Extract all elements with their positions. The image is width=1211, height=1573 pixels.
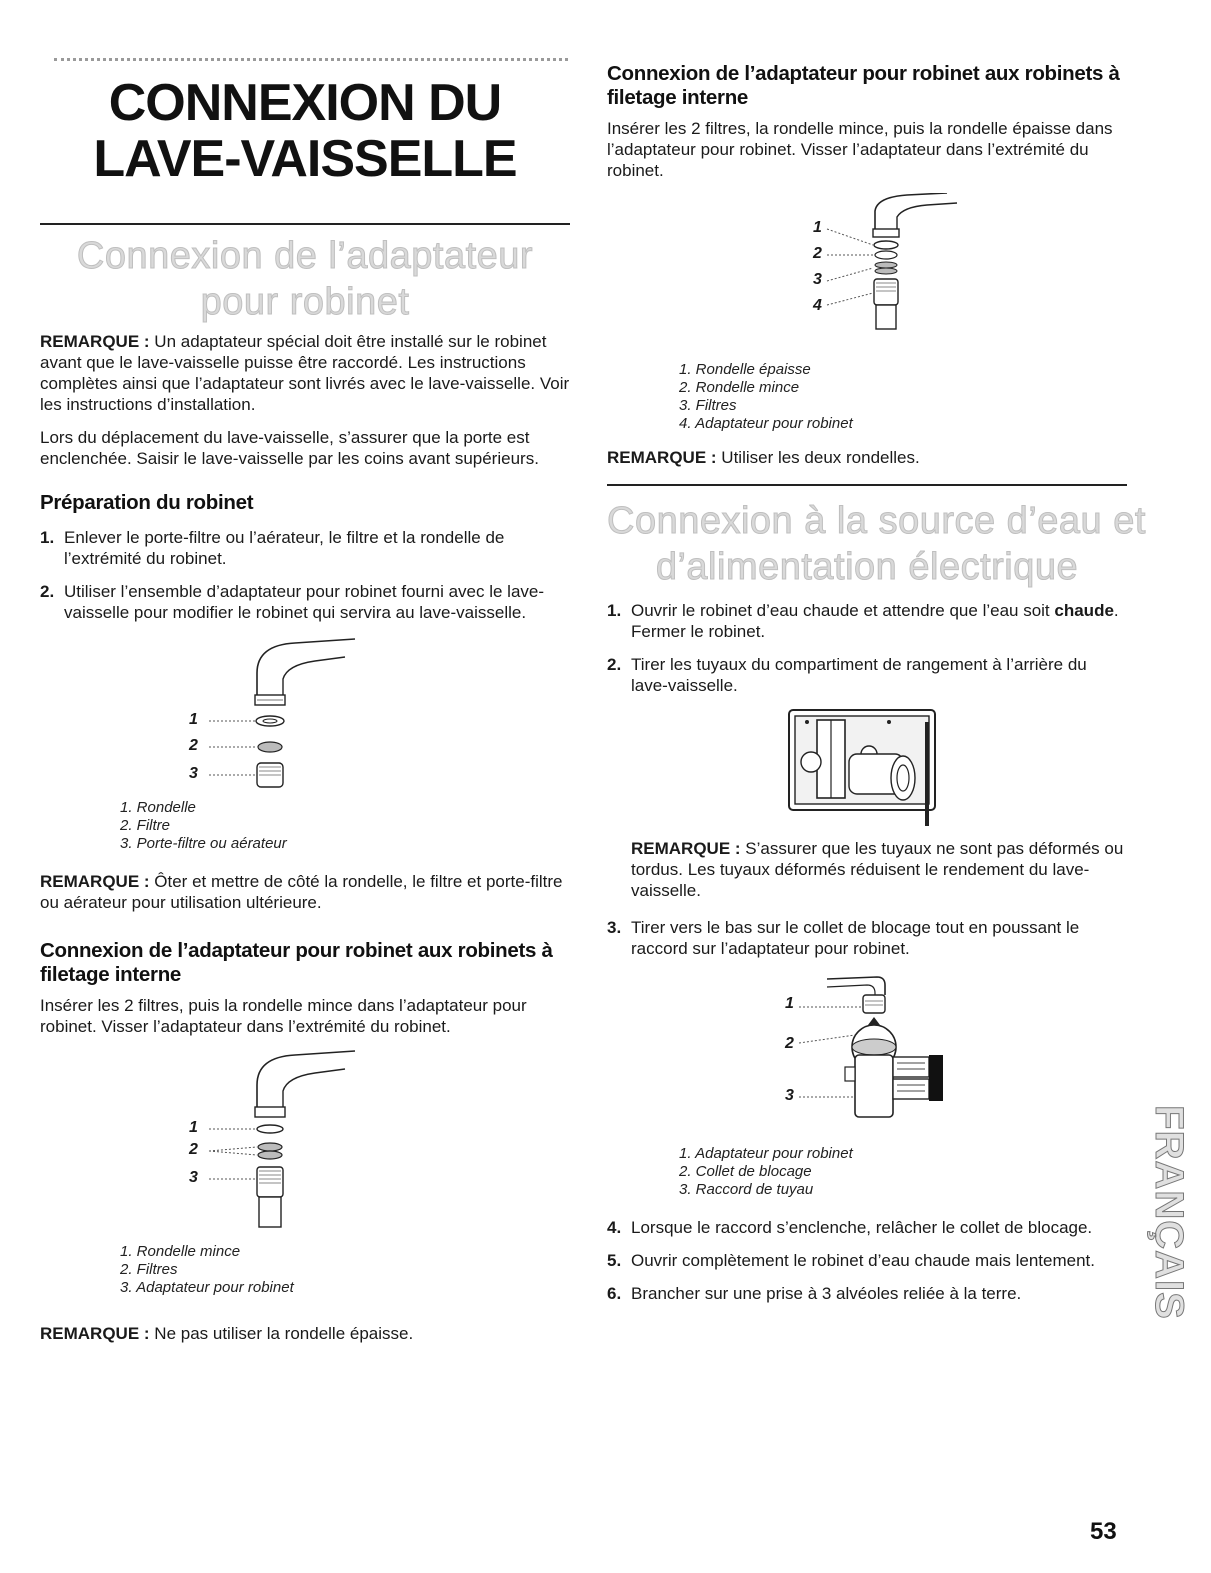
step-text: Ouvrir complètement le robinet d’eau chaude mais lentement.	[631, 1251, 1095, 1270]
internal-thread-text: Insérer les 2 filtres, puis la rondelle mince dans l’adaptateur pour robinet. Visser l’adaptateur dans l’extrémité du robinet.	[40, 996, 527, 1036]
callout-2: 2	[785, 1035, 794, 1052]
remark-paragraph	[40, 331, 570, 415]
legend-item: 2. Rondelle mince	[679, 379, 800, 396]
step-text: . Fermer le robinet.	[631, 601, 1119, 641]
callout-1: 1	[189, 711, 198, 728]
language-side-tab	[1147, 1078, 1189, 1346]
connection-steps-cont	[607, 917, 1127, 959]
section-title-faucet-adapter	[40, 233, 570, 325]
remark-text: Ne pas utiliser la rondelle épaisse.	[149, 1324, 414, 1343]
figure-5-legend	[679, 1145, 1127, 1199]
page-title-line1: CONNEXION DU	[108, 74, 502, 132]
faucet-figure-2	[189, 1049, 415, 1239]
callout-4: 4	[813, 297, 822, 314]
list-item	[607, 654, 1127, 696]
step-text: Utiliser l’ensemble d’adaptateur pour robinet fourni avec le lave-vaisselle pour modifier le robinet qui servira au lave-vaisselle.	[64, 582, 545, 622]
list-item	[40, 527, 570, 569]
remark-paragraph	[607, 838, 1127, 901]
legend-item: 3. Porte-filtre ou aérateur	[120, 835, 287, 852]
callout-2: 2	[189, 1141, 198, 1158]
step-text: Brancher sur une prise à 3 alvéoles reliée à la terre.	[631, 1284, 1022, 1303]
callout-2: 2	[189, 737, 198, 754]
language-tab-label: FRANÇAIS	[1146, 1104, 1191, 1320]
step-number: 6.	[607, 1284, 622, 1303]
step-text: Enlever le porte-filtre ou l’aérateur, le filtre et la rondelle de l’extrémité du robinet.	[64, 528, 505, 568]
remark-paragraph	[607, 447, 1127, 468]
legend-item: 4. Adaptateur pour robinet	[679, 415, 853, 432]
faucet-illustration-3	[747, 193, 987, 353]
legend-item: 3. Adaptateur pour robinet	[120, 1279, 294, 1296]
step-text: Tirer les tuyaux du compartiment de rangement à l’arrière du lave-vaisselle.	[631, 655, 1087, 695]
list-item	[607, 1283, 1127, 1304]
remark-label: REMARQUE :	[607, 448, 717, 467]
legend-item: 3. Raccord de tuyau	[679, 1181, 814, 1198]
top-dotted-rule	[54, 58, 568, 61]
callout-3: 3	[785, 1087, 794, 1104]
internal-thread-heading: Connexion de l’adaptateur pour robinet aux robinets à filetage interne	[40, 939, 553, 986]
left-column	[40, 58, 570, 1356]
connection-steps-final	[607, 1217, 1127, 1304]
callout-1: 1	[813, 219, 822, 236]
section-title-water-power	[607, 498, 1146, 590]
legend-item: 1. Adaptateur pour robinet	[679, 1145, 853, 1162]
remark-paragraph	[40, 871, 570, 913]
internal-thread-heading-right: Connexion de l’adaptateur pour robinet aux robinets à filetage interne	[607, 62, 1120, 109]
faucet-figure-1	[189, 635, 415, 795]
figure-3-legend	[679, 361, 1127, 433]
callout-3: 3	[189, 1169, 198, 1186]
callout-3: 3	[813, 271, 822, 288]
section-title-line2: pour robinet	[200, 281, 410, 323]
connection-steps	[607, 600, 1127, 696]
legend-item: 1. Rondelle mince	[120, 1243, 241, 1260]
step-number: 1.	[607, 601, 622, 620]
remark-paragraph	[40, 1323, 570, 1344]
step-text: Tirer vers le bas sur le collet de blocage tout en poussant le raccord sur l’adaptateur pour robinet.	[631, 918, 1080, 958]
list-item	[607, 917, 1127, 959]
remark-label: REMARQUE :	[40, 332, 150, 351]
callout-1: 1	[189, 1119, 198, 1136]
step-text-bold: chaude	[1054, 601, 1114, 620]
section-rule	[607, 484, 1127, 486]
figure-1-legend	[120, 799, 570, 853]
page-number: 53	[1090, 1518, 1117, 1545]
remark-label: REMARQUE :	[40, 872, 150, 891]
remark-text: Ôter et mettre de côté la rondelle, le filtre et porte-filtre ou aérateur pour utilisation ultérieure.	[40, 872, 563, 912]
step-number: 1.	[40, 528, 55, 547]
legend-item: 2. Filtres	[120, 1261, 178, 1278]
list-item	[607, 600, 1127, 642]
step-text: Ouvrir le robinet d’eau chaude et attendre que l’eau soit	[631, 601, 1055, 620]
step-text: Lorsque le raccord s’enclenche, relâcher le collet de blocage.	[631, 1218, 1093, 1237]
remark-label: REMARQUE :	[40, 1324, 150, 1343]
step-number: 2.	[607, 655, 622, 674]
faucet-figure-3	[747, 193, 987, 353]
faucet-illustration-2	[195, 1049, 415, 1239]
step-number: 4.	[607, 1218, 622, 1237]
remark-text: Un adaptateur spécial doit être installé sur le robinet avant que le lave-vaisselle puisse être raccordé. Les instructions complètes ainsi que l’adaptateur sont livrés avec le lave-vaisselle. Voir les instructions d’installation.	[40, 332, 570, 414]
legend-item: 3. Filtres	[679, 397, 737, 414]
remark-text: Utiliser les deux rondelles.	[716, 448, 920, 467]
step-number: 5.	[607, 1251, 622, 1270]
faucet-illustration-1	[195, 635, 415, 795]
section-title-line1: Connexion de l’adaptateur	[76, 235, 534, 277]
page-title	[40, 75, 570, 187]
figure-2-legend	[120, 1243, 570, 1297]
step-number: 3.	[607, 918, 622, 937]
remark-text: S’assurer que les tuyaux ne sont pas déformés ou tordus. Les tuyaux déformés réduisent le rendement du lave-vaisselle.	[631, 839, 1124, 900]
section-title-line1: Connexion à la source d’eau et	[607, 500, 1146, 542]
legend-item: 1. Rondelle	[120, 799, 196, 816]
right-column	[607, 62, 1146, 1316]
remark-label: REMARQUE :	[631, 839, 741, 858]
legend-item: 2. Filtre	[120, 817, 171, 834]
prep-steps	[40, 527, 570, 623]
callout-3: 3	[189, 765, 198, 782]
legend-item: 1. Rondelle épaisse	[679, 361, 811, 378]
storage-compartment-figure	[787, 708, 937, 826]
page-title-line2: LAVE-VAISSELLE	[93, 130, 517, 188]
list-item	[40, 581, 570, 623]
section-rule	[40, 223, 570, 225]
moving-paragraph: Lors du déplacement du lave-vaisselle, s’assurer que la porte est enclenchée. Saisir le lave-vaisselle par les coins avant supérieurs.	[40, 428, 539, 468]
step-number: 2.	[40, 582, 55, 601]
callout-2: 2	[813, 245, 822, 262]
list-item	[607, 1250, 1127, 1271]
hose-connection-illustration	[737, 971, 977, 1141]
internal-thread-text-right: Insérer les 2 filtres, la rondelle mince, puis la rondelle épaisse dans l’adaptateur pour robinet. Visser l’adaptateur dans l’extrémité du robinet.	[607, 119, 1113, 180]
legend-item: 2. Collet de blocage	[679, 1163, 812, 1180]
section-title-line2: d’alimentation électrique	[655, 546, 1079, 588]
hose-connection-figure	[737, 971, 977, 1141]
storage-compartment-illustration	[787, 708, 937, 826]
callout-1: 1	[785, 995, 794, 1012]
prep-heading: Préparation du robinet	[40, 491, 254, 514]
list-item	[607, 1217, 1127, 1238]
